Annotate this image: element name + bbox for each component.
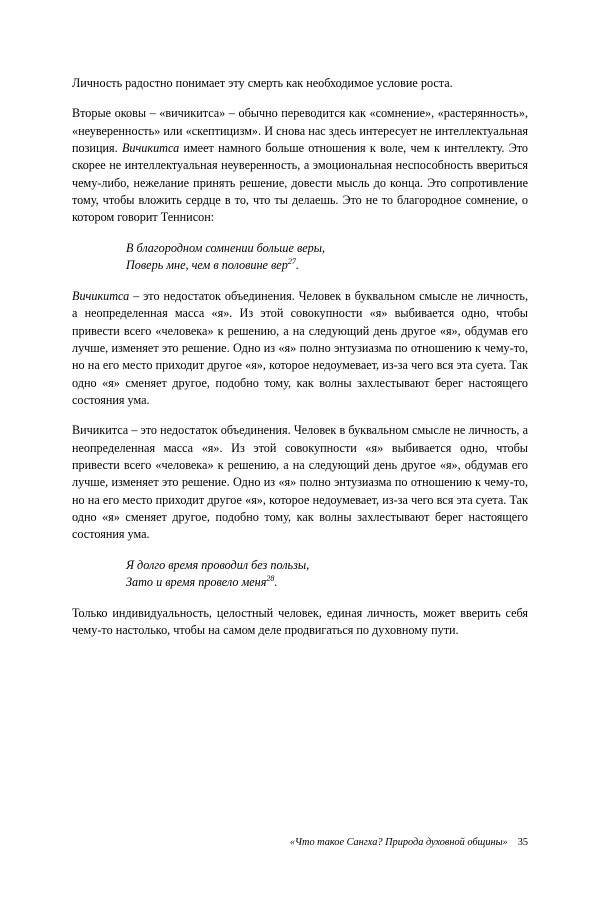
paragraph-5: Только индивидуальность, целостный человек, единая личность, может вверить себя чему-то настолько, чтобы на самом деле продвигаться по духовному пути. — [72, 605, 528, 638]
quote-line-text: Зато и время провело меня — [126, 575, 267, 590]
paragraph-4: Вичикитса – это недостаток объединения. Человек в буквальном смысле не личность, а неопределенная масса «я». Из этой совокупности «я» выбивается одно, чтобы привести всего «человека» к решению, а на следующий день другое «я», обдумав его лучше, изменяет это решение. Одно из «я» полно энтузиазма по отношению к чему-то, но на его место приходит другое «я», которое недоумевает, из-за чего вся эта суета. Так одно «я» сменяет другое, подобно тому, как волны захлестывают берег настоящего состояния ума. — [72, 423, 528, 542]
quote-line: В благородном сомнении больше веры, — [126, 240, 326, 255]
running-title: «Что такое Сангха? Природа духовной общины» — [289, 837, 508, 848]
paragraph-1: Личность радостно понимает эту смерть как необходимое условие роста. — [72, 76, 453, 90]
quote-line: Я долго время проводил без пользы, — [126, 557, 310, 572]
page-footer — [72, 837, 528, 848]
term-vichikitsa: Вичикитса — [72, 289, 130, 303]
quote-line-text: Поверь мне, чем в половине вер — [126, 258, 288, 273]
page-number: 35 — [517, 837, 528, 848]
quote-line — [126, 257, 528, 275]
quote-line — [126, 574, 528, 592]
blockquote-tennyson — [72, 240, 528, 275]
footnote-marker: 28 — [266, 574, 275, 584]
quote-line-tail: . — [295, 258, 299, 273]
footnote-marker: 27 — [287, 257, 296, 267]
paragraph-2: Вторые оковы – «вичикитса» – обычно переводится как «сомнение», «растерянность», «неуверенность» или «скептицизм». И снова нас здесь интересует не интеллектуальная позиция. Вичикитса имеет намного больше отношения к воле, чем к интеллекту. Это скорее не интеллектуальная неуверенность, а эмоциональная неспособность ввериться чему-либо, нежелание принять решение, довести мысль до конца. Это сопротивление тому, чтобы вложить сердце в то, что ты делаешь. Это не то благородное сомнение, о котором говорит Теннисон: — [72, 106, 528, 225]
term-vichikitsa: Вичикитса — [121, 140, 180, 155]
paragraph-3: Вичикитса – это недостаток объединения. Человек в буквальном смысле не личность, а неопределенная масса «я». Из этой совокупности «я» выбивается одно, чтобы привести всего «человека» к решению, а на следующий день другое «я», обдумав его лучше, изменяет это решение. Одно из «я» полно энтузиазма по отношению к чему-то, но на его место приходит другое «я», которое недоумевает, из-за чего вся эта суета. Так одно «я» сменяет другое, подобно тому, как волны захлестывают берег настоящего состояния ума. — [72, 289, 528, 407]
quote-line-tail: . — [274, 575, 278, 590]
blockquote-shakespeare — [72, 557, 528, 592]
